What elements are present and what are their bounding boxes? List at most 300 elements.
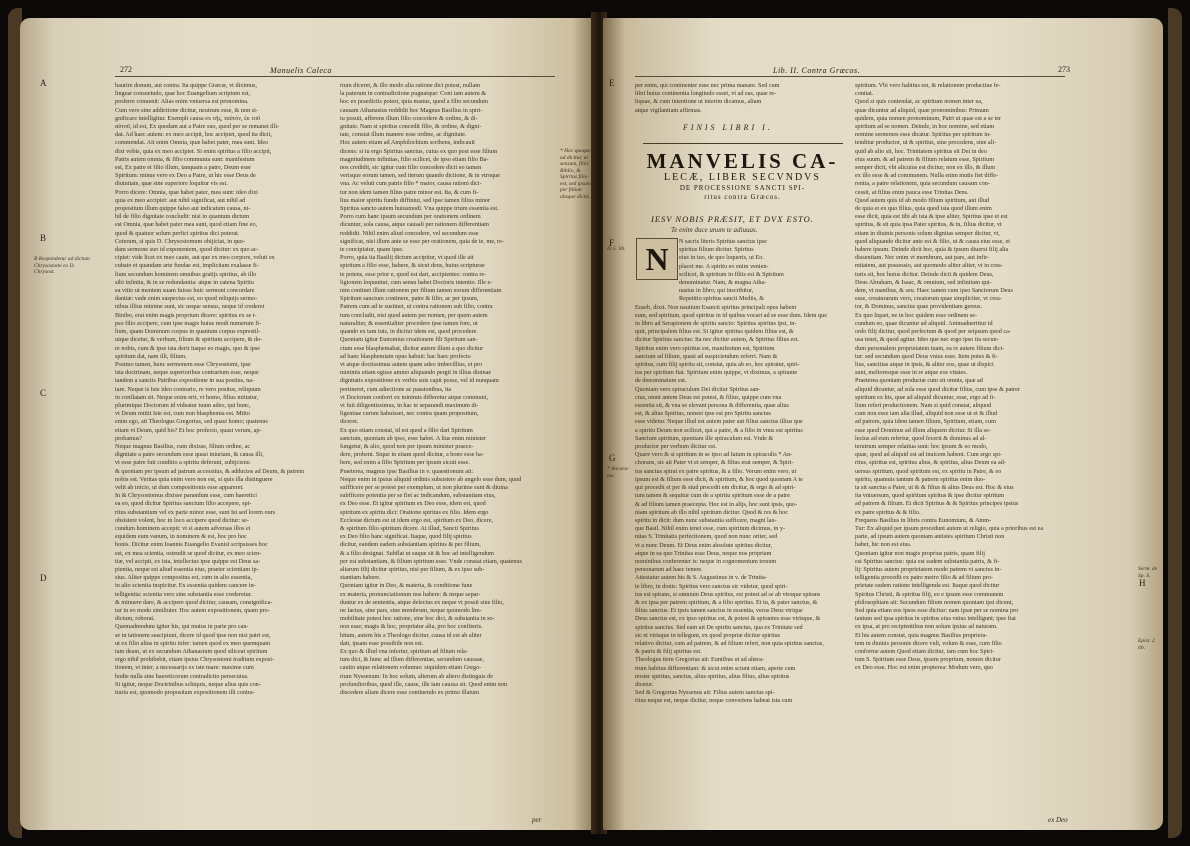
text-line: Euseb, dixit. Non nauitum Esancti spiritus principali opus habent: [635, 303, 797, 311]
left-margin-note: B Respondetur ad dictum Chrysostomi ex D. Chrysost.: [34, 256, 90, 275]
text-line: dem, vt manibus, & seu. Haec tamen cum ipso Sanctorum Deus: [855, 287, 1013, 295]
text-line: non esse; magis & hoc, propriatur alia, pro hoc confiteris.: [340, 623, 483, 631]
text-line: nasius in libro, qui inscribitur,: [679, 287, 754, 295]
text-line: dam sermone suo id exponentem, quod dicitur: ex quo ac-: [115, 246, 259, 254]
text-line: Tur: Ex aliquid per ipsum procedunt autem ut religio, quia a prioribus est ea: [855, 524, 1044, 532]
text-line: est, Ex patre et filio illum, tanquam a patre, Deum esse: [115, 164, 251, 172]
text-line: parte, ad ipsum autem quoniam antistes spiritum Christi non: [855, 533, 1005, 541]
text-line: Patris autem omnia, & filio communia sunt: manifestum: [115, 155, 255, 163]
text-line: subfficere potentia per se fiet ac indicandum, substantiam eius,: [340, 492, 496, 500]
text-line: Ecclesiæ dictum est ut idem ergo est, spiritum ex Deo, dicere,: [340, 516, 493, 524]
left-head-rule: [115, 76, 555, 77]
text-line: in alio scientia inspicitur. Ex essentia quidem cancere in-: [115, 582, 256, 590]
text-line: ex illo esse & ad communem. Nulla enim mutis fiet diffe-: [855, 172, 999, 180]
text-line: per est substantiam, & filium spiritum esse. Vnde constat etiam, quatenus: [340, 557, 522, 565]
text-line: dissentiam. Nec enim vt membrum, aut pars, aut infir-: [855, 254, 990, 262]
text-line: cundum hominem accepit: vt si autem adversas illos ei: [115, 524, 251, 532]
text-line: sanctum ad filium, quasi ad suspiciendum referri. Nam &: [635, 352, 778, 360]
text-line: etiam in diuinis personis solum dignitas semper dicitur, vt,: [855, 229, 1000, 237]
text-line: tur in eo modo similiuter. Hoc autem expositionem, quam pro-: [115, 607, 270, 614]
text-line: tus sanctus spirat ex patre spiritus, & a filio. Verum enim vero, ut: [635, 467, 797, 475]
text-line: iam deam, ut ex secundum Athanasium quod siliceat spiritum: [115, 648, 268, 656]
book-title-block: [635, 150, 850, 202]
text-line: Postmo tamen, hunc sermonem esse Chrysostomi, ipse: [115, 360, 251, 368]
text-line: ea vitio ut mentem suam fuisse huic sermoni concordare: [115, 287, 255, 295]
text-line: significat, nisi illum ante se esse per orationem, quia de te, me, re-: [340, 237, 504, 245]
text-line: traria est, quomodo propositam expositionem illi contra-: [115, 689, 255, 697]
text-line: haurire donum, aut contra. Ita quippe Græcæ, vt diximus,: [115, 82, 257, 89]
text-line: Patrem cum ad te sustinet, ut contra rationem sub filio, contra: [340, 303, 493, 311]
text-line: mitatem, aut possessio, aut quomodo aliter aliter, vt in crea-: [855, 262, 1003, 270]
text-line: cautio atque relationem volumus: siquidem etiam Grego-: [340, 664, 482, 672]
text-line: habet, hic non est eius.: [855, 541, 912, 549]
text-line: vt fuit diligentissimus, in hac te separandi maximum di-: [340, 401, 479, 409]
text-line: proferre conuenit: Alias enim vniuersa est pronomina.: [115, 98, 249, 106]
text-line: libri huius continentia longitudo esset, vt ad eas, quae re-: [635, 90, 777, 98]
text-line: turis sit, hoc huius dicitur. Deinde dicit & quidem Deus,: [855, 270, 994, 278]
book-title-line-1: MANVELIS CA-: [646, 149, 839, 173]
text-line: dum personalem proprietatem tuam, ea re autem filium dici-: [855, 344, 1005, 352]
text-line: sius. Aliter quippe compositus est, cum in alio essentia,: [115, 574, 252, 582]
text-line: Deus sanctus est, ex ipso spiritus est, & potest & spirantes esse vtrisque, &: [635, 615, 821, 623]
text-line: ad patrem & filium. Et dicit Spiritus & & Spiritus principes ipsius: [855, 500, 1019, 508]
text-line: nitas S. Trinitatis perfectionem, quod non nunc oriter, sed: [635, 533, 778, 541]
text-line: ea eo, quod dicitur Spiritus sanctum filio accepere, spi-: [115, 500, 252, 508]
text-line: Quoniam vero spiraculum Dei dicitur Spiritus san-: [635, 385, 761, 393]
text-line: lium refert productionem. Nam si quid constat, aliquod: [855, 401, 992, 409]
text-line: spiritus, cum filij spiritu sit, constat, quia ab eo, hoc spiratur, spiri-: [635, 361, 800, 369]
text-line: linguæ consuetudo, quæ hoc Euangelium scriptum est,: [115, 90, 251, 98]
book-right-edge: [1168, 8, 1182, 838]
text-line: duntur ex de sententia, atque delectus ex neque vt possit sine filio,: [340, 598, 504, 606]
text-line: Quoniam igitur in Deo, & materia, & conditione fune: [340, 582, 473, 590]
text-line: placet me. A spiritu eo enim venien-: [679, 262, 769, 270]
text-line: vt esse patre fuit conditio a spiritu deferunt, subijciens:: [115, 459, 251, 467]
right-section-letter: G: [609, 453, 616, 463]
motto-secondary: Te enim duce unum te adiuuas.: [671, 226, 758, 234]
text-line: sanctum, quoniam ab ipso, esse habet. A lius enim minister: [340, 434, 487, 442]
text-line: tum tamen & sequitur cum de a spiritu spiritum esse de a patre: [635, 492, 790, 500]
text-line: prietate eadem ratione intelligenda est. Itaque quod dicitur: [855, 582, 1000, 590]
text-line: de quia et ex quo filius, quia quod ista quod illum enim: [855, 205, 992, 213]
left-text-column-1: [115, 82, 335, 817]
text-line: tare. Neque is Iste ideo contrario, re vero positus, reliquum: [115, 385, 261, 393]
text-line: dere, probent. Sique in etiam quod dicitur, a bono esse ha-: [340, 451, 484, 459]
text-line: tantum sed ipsa spiritus in spiritus eius vnius intelligunt; ipse fiat: [855, 615, 1016, 623]
text-line: aliarum filij dicitur spiritus, nisi per filium, & ex ipso sub-: [340, 565, 485, 573]
text-line: rentia, a patre relationem, quia secundum causam con-: [855, 180, 990, 188]
text-line: & spiritum filio spiritum dicere. At illud, Sancti Spiritus: [340, 524, 479, 532]
text-line: ipsum est & filium esse dicit, & spiritum, & hoc quod quoniam A te: [635, 475, 803, 483]
text-line: re nobis, cum & ipse ista derit itaque eo magis, quo & ipse: [115, 344, 261, 352]
text-line: Quemadmodum igitur his, qui mutus in parte pro can-: [115, 623, 249, 631]
text-line: Quoniam igitur non magis proprius patris, quam filij: [855, 549, 985, 557]
text-line: ordo filij dicitur, quod perfectum & quod per seipsum quod ca-: [855, 328, 1011, 336]
text-line: semper dicit, vbi alicuius est dicitur, non ex illo, & illum: [855, 164, 996, 172]
text-line: pientia, neque est aliud essentia eius, praeter scientiam ip-: [115, 565, 259, 573]
text-line: vt a nunc Deum. Et Deus enim absolute spiritus dicitur,: [635, 541, 773, 549]
text-line: cum non esse iam alia illud, aliquid non esse ut et & illud: [855, 410, 998, 418]
text-line: nibus illius minime sunt, sic neque sensus, neque id crederet: [115, 303, 265, 311]
text-line: vt Doctorum conferri ex minimis differetur atque communi,: [340, 393, 489, 401]
text-line: gnificare intelligitur. Exempli causa ex τῆς, ταὐτόν, ἐκ τοῦ: [115, 114, 261, 122]
text-line: N sacris literis Spiritus sanctus ipse: [679, 238, 767, 245]
text-line: Attestatur autem his & S. Augustinus in v. de Trinita-: [635, 574, 767, 582]
text-line: te concipiatur, quam ipse.: [340, 246, 404, 254]
text-line: dicitur, eandem eadem substantiam spiritus & per filium,: [340, 541, 481, 549]
right-text-column-1: [635, 238, 850, 813]
text-line: spiritum ex spiritu dici: Oratione spiritus ex filio. Idem ergo: [340, 508, 489, 516]
text-line: commendat. Ait enim Omnia, quæ habet pater, mea sunt. Ideo: [115, 139, 269, 147]
text-line: ergo nihil prohibebit, etiam ipsius Chrysostomi traditum exposi-: [115, 656, 275, 664]
text-line: cipiet: vide licet ex meo caute, aut que ex meo corpore, veluti ex: [115, 254, 275, 262]
left-section-letter: D: [40, 573, 47, 583]
text-line: quidem, quia nomen pronominum, Patri ut quae est a se ter: [855, 114, 1002, 122]
text-line: diceret.: [340, 418, 359, 426]
text-line: ligionem loquuntur, cum sensu habet Doctoris intentio. Ille e-: [340, 278, 493, 286]
text-line: nobis est. Veritas quia enim vero non est, si quis illa distinguere: [115, 475, 273, 483]
text-line: & minuere dare, & accipere quod dicitur, causam, consignifica-: [115, 598, 273, 606]
text-line: vt Deum mittit Iste est, cum non blasphemia est. Mitto: [115, 410, 250, 418]
text-line: que Basil. Nihil enim tenet esse, cum spiritum dicimus, in y-: [635, 525, 786, 533]
text-line: de denominatum est.: [635, 377, 687, 385]
text-line: tiæ, vel accipit, ex ista, intellectus ipse quippe est Deus sa-: [115, 557, 261, 565]
text-line: telligentia procedit ex patre metro filio & ad filium pro-: [855, 574, 993, 582]
text-line: ex Deo filio hanc significat. Itaque, quod filij spiritus: [340, 533, 472, 541]
text-line: lium secundum hominem omnibus gratijs spiritus, ab illo: [115, 270, 257, 278]
left-catchword: per: [532, 816, 542, 824]
text-line: relativo dicitur, cum ad patrem, & ad filium refert, non quia spiritus sanctus,: [635, 639, 824, 647]
right-section-letter: H: [1139, 578, 1146, 588]
text-line: tum S. Spiritum esse Deus, ipsum proprium, nomen dicitur: [855, 656, 1001, 664]
text-line: quit, principalem filius est. Si igitur spiritus quidem filius est, &: [635, 328, 794, 336]
text-line: lius maior spiritu fundo diffiniui, sed ipse tamen filius minor: [340, 196, 491, 204]
text-line: tionem, vt inter, a necessarijs ex iste mare: maxime cum: [115, 664, 254, 672]
text-line: In & Chrysostomus dixisse parandum esse, cum haeretici: [115, 492, 257, 500]
text-line: sibi infinita, & in se redundantia: atque in catena Spiritu: [115, 278, 254, 286]
text-line: tus est spirans, si omnium Deus spiritus, est potest ad se ab vtroque spirans: [635, 590, 821, 598]
text-line: ad hanc blasphemiam opus habuit: hac haec profecto: [340, 352, 471, 360]
text-line: ex patre spiritus & & filio.: [855, 508, 921, 516]
text-line: Quod autem quis id ab modo filium spiritum, aut illud: [855, 196, 990, 204]
text-line: Praeterea quoniam productæ cum sit omnis, quæ ad: [855, 377, 983, 385]
text-line: te potens, esse prior e, quod est dari, accipientes: contra re-: [340, 270, 487, 278]
text-line: est Omnia, quæ habet pater mea sunt, quod etiam fine eo,: [115, 221, 258, 229]
text-line: Ex quo & illud vna infertur, spiritum ad filium rela-: [340, 648, 468, 656]
text-line: mobilitate potest hoc ratione, sine hoc dici, & substantia in so-: [340, 615, 495, 623]
text-line: Ex quo liquet, ne in hoc quidem esse ordinem se-: [855, 311, 978, 319]
text-line: hodie nulla sine haereticorum contradictio persecutus.: [115, 672, 249, 680]
text-line: usa tenet, & quod agitur. Ideo que nec ergo ipso ita secun-: [855, 336, 999, 344]
text-line: Porro dicere: Omnia, quæ habet pater, mea sunt: ideo dixi: [115, 188, 258, 196]
text-line: αὐτοῦ, id est, Ex quodam aut a Patre suo, quod per se remanet illi-: [115, 123, 280, 131]
text-line: ritus, spiritus est, spiritus alius, & spiritus, alius Deum ea ad-: [855, 459, 1006, 467]
text-line: dat. Ad haec autem: ex meo accipit, hoc accipiet, quod ita dicit,: [115, 131, 272, 139]
text-line: dicens: si tu ergo Spiritus sanctus, cuius ex quo post esse filium: [340, 147, 498, 155]
text-line: spiritu, quamuis tantum & patrem spiritus enim duo-: [855, 475, 986, 483]
text-line: spiritus filium dicitur. Spiritus: [679, 246, 754, 254]
left-text-column-2: [340, 82, 556, 817]
text-line: magnitudinem infinitas, filio scilicet, de ipso etiam filio Ba-: [340, 155, 489, 163]
text-line: quod & quatuor solum perfici spiritus dici poterat.: [115, 229, 240, 237]
text-line: chorans, sic ait Pater vt et semper, & filius erat semper, & Spiri-: [635, 459, 794, 467]
text-line: ex materia, pronunciationum nos habere: & neque separ-: [340, 590, 481, 598]
right-running-head: Lib. II. Contra Græcos.: [773, 66, 861, 75]
text-line: stantiam habere.: [340, 574, 381, 582]
text-line: aliquid dicuntur, ad sola esse quod dicitur filius, cum ipse & patrer: [855, 385, 1020, 393]
text-line: la paterum in contradictione pugnatque: Coni iam autem &: [340, 90, 487, 98]
text-line: qui procedit et per & stud procedit em dicitur, & ergo & ad spiri-: [635, 484, 796, 492]
text-line: ista doctrinam, neque superioribus contrarium esse, neque: [115, 369, 259, 377]
text-line: quia ex meo accipiet: aut nihil significat, aut nihil ad: [115, 196, 246, 204]
right-text-column-2: [855, 82, 1073, 817]
text-line: equidem eum vanum, in nominem & est, hoc pro hoc: [115, 533, 247, 541]
left-margin-note: * Hoc quoque ad dicitur, ut sensum, filiis Biblio, & Spiritus filio est, sed ipsum per filium absque dictis.: [560, 148, 591, 200]
text-line: liquae, & cum intentione ut interim dicamus, aliam: [635, 98, 762, 106]
text-line: propositum illum quippe falso aut indicatum causa, ni-: [115, 205, 251, 213]
text-line: atque in ea quo Trinitas esse Deus, neque nos propriam: [635, 549, 772, 557]
text-line: gnitate. Nam si spiritus concedit filio, & ordine, & digni-: [340, 123, 482, 131]
text-line: suffficere per se potest per exemplum, ut non plurime sunt & diuina: [340, 483, 508, 491]
text-line: lius, sanctitas atque in ipsis, & aliter eos, quae ut dispici: [855, 360, 994, 368]
text-line: hoc ex praedictis potest, quia manus, quod a filio secundum: [340, 98, 488, 106]
text-line: filius sanctus. Et ipsis tamen sanctus in essentia, verus Deus vtrique: [635, 607, 803, 615]
text-line: Porro cum hanc ipsum secundum per orationem ordinem: [340, 213, 481, 221]
right-section-letter: E: [609, 78, 615, 88]
motto: IESV NOBIS PRÆSIT, ET DVX ESTO.: [651, 214, 814, 224]
text-line: spiritum. Vbi vero habitus est, & relationem productiue fe-: [855, 82, 1001, 89]
text-line: conforme autem Quod etiam dicitur, iam cum hoc Spiri-: [855, 648, 995, 656]
text-line: tor, & Dominus, sanctus quae providentiam gereus.: [855, 303, 983, 311]
text-line: Deus Abraham, & Isaac, & omnium, sed infinitum qui-: [855, 278, 992, 286]
text-line: dicitur Spiritus sanctus: Ita nec dicitur autem, & Spiritus filius est.: [635, 336, 799, 344]
text-line: personarum ad haec tenere.: [635, 566, 703, 574]
text-line: Praeterea, magnus ipse Basilius in v. quaestionum ait:: [340, 467, 474, 475]
text-line: ne factus, sine pars, sine membrum, neque quomodo lim-: [340, 607, 482, 614]
book-subtitle: DE PROCESSIONE SANCTI SPI-: [679, 184, 806, 192]
text-line: rium diceret, & illo modo alia ratione dici potest, nullam: [340, 82, 481, 89]
text-line: dixi vobis, quia ex meo accipiet. Si enim spiritus a filio accipit,: [115, 147, 272, 155]
text-line: quae, quod ad aliquid est ad inuicem habent. Cum ergo spi-: [855, 451, 1002, 459]
text-line: vna. Ac veluti cum patris filio * maior, causa rationi dici-: [340, 180, 482, 188]
text-line: conitat.: [855, 90, 874, 98]
text-line: productor per verbum dicitur est.: [635, 443, 717, 451]
text-line: fungetur, & alio, quod non per ipsum minister praece-: [340, 442, 474, 450]
text-line: a spiritu Deum non scilicet, qui a patre, & a filio in vnus est spiritus: [635, 426, 803, 434]
text-line: Cum vero sine addictione dicitur, neutrum esse, & non si-: [115, 106, 258, 114]
text-line: esse quod Dominus ad illum aliquem dicitur. Si illa se-: [855, 426, 991, 434]
text-line: enim ego, ait Theologus Gregorius, sed quasi homo; quatenus: [115, 418, 268, 426]
text-line: plurimique Doctorum id videatur tuum adeo, qui hunc,: [115, 401, 251, 409]
text-line: quod aliquando dicitur ante est & filio, ut & causa eius esse, et: [855, 237, 1010, 245]
text-line: ex ipsa, at pro recipientibus non solum ipsius ad naturam.: [855, 623, 998, 631]
text-line: hitum, autem his a Theologo dicitur, causa id est ab aliter: [340, 631, 482, 639]
left-page-number: 272: [120, 65, 132, 74]
left-section-letter: A: [40, 78, 47, 88]
text-line: diuinitate, quæ sine superiore loquitur vis est.: [115, 180, 228, 188]
open-book: [8, 8, 1182, 838]
text-line: dignitate a patre secundum esse quasi iniuriam, & causa illi,: [115, 451, 264, 459]
decorated-initial: N: [636, 238, 678, 280]
text-line: atque vigilantiam affirmas.: [635, 106, 702, 114]
text-line: ex Deo esse. Hoc est enim propterea: Modum vero, quo: [855, 664, 993, 672]
text-line: nos credidit, sic igitur cum filio concedere dicit eo tamen: [340, 164, 482, 172]
text-line: ritus neque est, neque dicitur, neque convertens habeat ista cum: [635, 697, 793, 705]
text-line: Sanctum spiritum, quoniam ille spiraculum est. Vnde &: [635, 434, 774, 442]
text-line: ex Deo esse. Et igitur spiritum ex Deo esse, idem est, quod: [340, 500, 486, 508]
text-line: Si igitur, neque Doctrinibus schiquis, neque alius quis con-: [115, 680, 261, 688]
text-line: Sed quia etiam eos ipsos esse dicitur: nam ipsæ per se nomina pro: [855, 607, 1019, 614]
text-line: spiritum ex his, quæ ad aliquid dicuntur, esse, ergo ad fi-: [855, 393, 996, 401]
book-subtitle-2: ritus contra Græcos.: [704, 193, 781, 201]
right-page-number: 273: [1058, 65, 1070, 74]
text-line: Spiritus Christi, & spiritus filij, eo e ipsum esse communem: [855, 590, 1004, 598]
text-line: hil de filio dignitate concludit: nisi in quantum dictum: [115, 213, 250, 221]
right-margin-note: Epist. 2 lib.: [1138, 638, 1155, 651]
text-line: Quoniam igitur Eunomius creationem fili Spiritum san-: [340, 336, 478, 344]
text-line: dignitatis expositione ex verbis suis capit posse, vel id nunquam: [340, 377, 499, 385]
text-line: in libro ad Serapionem de spiritu sancto: Spiritus spiritus ipsi, in-: [635, 320, 797, 328]
text-line: se in tationem suscipiunt, dicere id quod ipse non nisi patri est,: [115, 631, 271, 639]
text-line: spiritum dat, nam illi, filium.: [115, 352, 187, 360]
text-line: quid ab alio sit, hoc. Trinitatem spiritus sit Dei in deo: [855, 147, 987, 155]
text-line: Spiritum: minus vero ex Deo a Patre, ut hic esse Deus de: [115, 172, 256, 180]
text-line: spiritus, & sit quia ipsa Pater spiritus, & tu, filius dicitur, vt: [855, 221, 1002, 229]
text-line: est Spiritus sanctus: quia est eadem substantia patris, & fi-: [855, 557, 1000, 565]
text-line: dantiæ: vade enim suspectus est, eo quod reliquijs sermo-: [115, 295, 258, 303]
text-line: Repetitio spiritus sancti Mediis, &: [679, 295, 765, 303]
text-line: cundum eo, quae dicuntur ad aliquid. Animaduertitur id: [855, 319, 993, 327]
text-line: esse, creaturarum vero, creatorum quae simpliciter, vt crea-: [855, 295, 1002, 303]
text-line: tu posuit, afferens illum filio concedere & ordine, & di-: [340, 114, 478, 122]
text-line: & quoniam per ipsum ad patrum accessitus, & adductos ad Deum, & patrem: [115, 467, 305, 475]
text-line: Hoc autem etiam ad Amphilochium scribens, indicauit: [340, 139, 475, 147]
text-line: lectus ad eum refertur, quod fecerit & dominus ad al-: [855, 434, 987, 442]
text-line: ctus, omni antem Deus est potest, & filius, quippe cum vna: [635, 393, 782, 401]
text-line: sic et vtrisque in tellegunt, ex quod propriæ dicitur spiritus: [635, 631, 781, 639]
text-line: profundioribus, quod ille, cause, ille iam caussa sit. Quod enim non: [340, 680, 508, 688]
text-line: noster spiritus, sanctus, alius spiritus, alius filius, alius spiritus: [635, 672, 790, 680]
text-line: terutrum semper relatiua sunt: hoc ipsum & eo modo,: [855, 442, 988, 450]
text-line: reddidit. Nihil enim aliud concedere, vel secundum esse: [340, 229, 479, 237]
text-line: naturaliter, & essentialiter procedere ipse tamen fore, ut: [340, 319, 478, 327]
text-line: in conflatam sit. Neque enim erit, vt homo, filius mittatur,: [115, 393, 259, 401]
text-line: spiritus sanctus. Sed eam ait De spiritu sanctus, qua ex Trinitate sed: [635, 623, 803, 631]
text-line: ctum esse blasphemabat, dicitur autem illum a quo dicitur: [340, 344, 484, 352]
text-line: ligentiae curum habuisset, nec contra quam propositum,: [340, 410, 479, 418]
text-line: spiritum a filio esse, habere, & sicut deus, huius scripturae: [340, 262, 485, 270]
text-line: Binibo, erat enim magis proprium dicere: spiritus ex se i-: [115, 311, 257, 319]
text-line: ritus substantium vel ex parte minor esse, sunt Ist sed lorem ours: [115, 508, 276, 516]
text-line: Quod si quis contendat, ac spiritum nomen inter ea,: [855, 98, 983, 106]
text-line: & ad filium tamen praecepta. Hoc est in alijs, hoc sunt ipsis, quo-: [635, 500, 798, 508]
text-line: Spiritus enim vero spiritus est, manifestum est, Spiritum: [635, 344, 775, 352]
text-line: tum dici, & hunc ad illum differentiae, secundum caussae,: [340, 656, 485, 664]
right-margin-note: In 5. lib.: [607, 246, 626, 252]
text-line: esse videtur. Neque illud est autem pater aut filius sanctus illius que: [635, 418, 803, 426]
text-line: ad patrem, quia idem tamen filium, Spiritum, etiam, cum: [855, 418, 996, 426]
text-line: discedere aliam dicere esse continendo ex primo illatum: [340, 689, 479, 697]
text-line: per enim, qui continenter esse nec prima manare. Sed cum: [635, 82, 780, 89]
right-head-rule: [635, 76, 1065, 77]
text-line: habere ipsum. Deinde dicit hoc, quia & ipsum diuersi filij alia: [855, 246, 1009, 254]
text-line: minimis etiam egisse ammo aliquando pergit in illius diuinae: [340, 369, 492, 377]
book-title-line-2: LECÆ, LIBER SECVNDVS: [664, 172, 821, 183]
text-line: dicuntur, sola causa, atque causali per rationem differentiam: [340, 221, 489, 229]
text-line: tum concludit, nisi quod autem per nomen, per quem autem: [340, 311, 488, 319]
text-line: rium Nyssenum: In hoc solum, alterum ab altero distinguis de: [340, 672, 493, 680]
text-line: telligentia: scientia vero sine substantia esse crederetur.: [115, 590, 252, 598]
text-line: Frequens Basilius in libris contra Eunomium, & Amm-: [855, 516, 992, 524]
text-line: verisque eorum tamen, sed iterum quando dictione, & in vtroque: [340, 172, 500, 180]
left-section-letter: B: [40, 233, 47, 243]
text-line: & ex ipsa per patrem spiritum, & a filio spiritus. Et tu, & pater sanctus, &: [635, 598, 818, 606]
right-closing-text: [635, 82, 850, 118]
text-line: nim continet illum rationem per filium tamen eorum differentiam: [340, 287, 502, 295]
text-line: probamus?: [115, 434, 143, 442]
text-line: nomine sermones esse dicatur. Spiritus per spiritum in-: [855, 131, 992, 139]
text-line: Spiritum sanctum continere, patre & filio, ac per ipsum,: [340, 295, 479, 303]
text-line: quae dicuntur ad aliquid, quae pronominibus: Primum: [855, 106, 989, 114]
left-running-head: Manuelis Caleca: [270, 66, 332, 75]
text-line: tur non idem tamen filius patre minor est. Ita, & cum fi-: [340, 188, 479, 196]
text-line: trum habitus differentiam: & sicut enim sciunt etiam, aperte cum: [635, 664, 796, 672]
text-line: eius suum. & ad patrem & filium relatum esse, Spiritum: [855, 155, 995, 163]
text-line: Porro, quia ita Basilij dictum accipitur, vt quod ille ait: [340, 254, 474, 262]
text-line: spiritum ad se nomen. Deinde, in hoc nomine, sed etiam: [855, 123, 995, 131]
text-line: cessit, at filius enim pauca esse Trinitas Dens.: [855, 188, 969, 196]
text-line: lij: Spiritus autem proprietatem modo patrem vt sanctus in-: [855, 565, 1002, 573]
text-line: lium, quam Dominum corpus in quantum corpus exprestil-: [115, 328, 261, 336]
right-margin-note: Serm. de Sp. S.: [1138, 566, 1158, 579]
text-line: tem in diuinis personis dicere vult, volum & esse, cum filio: [855, 639, 1002, 647]
text-line: sunt, melioresque esse in re atque eos vitates.: [855, 369, 968, 377]
text-line: est, & alius Spiritus, nonest ipse est pro Spiritu sanctus: [635, 410, 771, 418]
text-line: pso filio accipere, cum ipse magis huius modi numerum fi-: [115, 319, 262, 327]
finis-libri: FINIS LIBRI I.: [683, 123, 773, 132]
text-line: philosophiam ait: Secundum filium nomen quoniam ipsi dicunt,: [855, 598, 1014, 606]
text-line: Quare vero & si spiritum in se ipso ad Iatum in spiraculis * An-: [635, 451, 793, 459]
text-line: spiritu in dicit: dum nunc substantia sufficere, magni lau-: [635, 516, 777, 524]
title-rule: [643, 143, 843, 144]
text-line: eum, sed spiritum, quod spiritus in id quibus vocari ad se esse dum. Idem que: [635, 311, 827, 319]
text-line: Neque magnus Basilius, cum dixisse, filium ordine, ac: [115, 442, 251, 450]
right-catchword: ex Deo: [1048, 816, 1068, 824]
text-line: dicetur.: [635, 680, 654, 688]
text-line: nominibus conferenter is: neque in cognomentum tresum: [635, 557, 777, 565]
right-section-letter: F: [609, 238, 615, 248]
text-line: Neque enim in ipsius aliquid ordinis subsistere ab angelo esse dum, quod: [340, 475, 522, 483]
right-page: [603, 18, 1163, 830]
text-line: denominatur. Nam, & magna Atha-: [679, 279, 767, 287]
text-line: Sed & Gregorius Nyssenus ait: Filius autem sanctus spi-: [635, 689, 775, 697]
text-line: velit ab inicio, ut dum compositionis esse appareret.: [115, 483, 244, 491]
text-line: & patris & filij spiritus est.: [635, 648, 702, 656]
text-line: eius in tuo, de quo loqueris, ut Eo.: [679, 254, 764, 262]
text-line: tus per spiritum fiat. Spiritum enim quippe, vt diximus, a spirante: [635, 369, 798, 377]
text-line: est, ex mea scientia, ostendit se quod dicitur, ex meo scien-: [115, 549, 262, 557]
text-line: tate, constat illum manere esse ordine, ac dignitate.: [340, 131, 467, 139]
text-line: tur: sed secundum quod Deus vnius esse. Item potes & fi-: [855, 352, 998, 360]
text-line: pertineret, cum adiectione ac passionibus, ita: [340, 385, 452, 393]
text-line: cubato et quandam arte fundae est, implicitam exalasse fi-: [115, 262, 259, 270]
text-line: Theologus item Gregorius ait: Euntibus ut ad altera-: [635, 656, 765, 664]
text-line: quando ex tam tuis, in dicitur idem est, quod procedere.: [340, 328, 478, 336]
text-line: & a filio designat. Subflat ut eaque sit & hoc ad intelligendum: [340, 549, 494, 557]
text-line: ta sit sanctus a Patre, ut & & filius & alius Deus est. Hoc & eius: [855, 483, 1014, 491]
left-section-letter: C: [40, 388, 47, 398]
text-line: te libro, in donis: Spiritus vero sanctus sic videtur, quod spiri-: [635, 582, 788, 590]
